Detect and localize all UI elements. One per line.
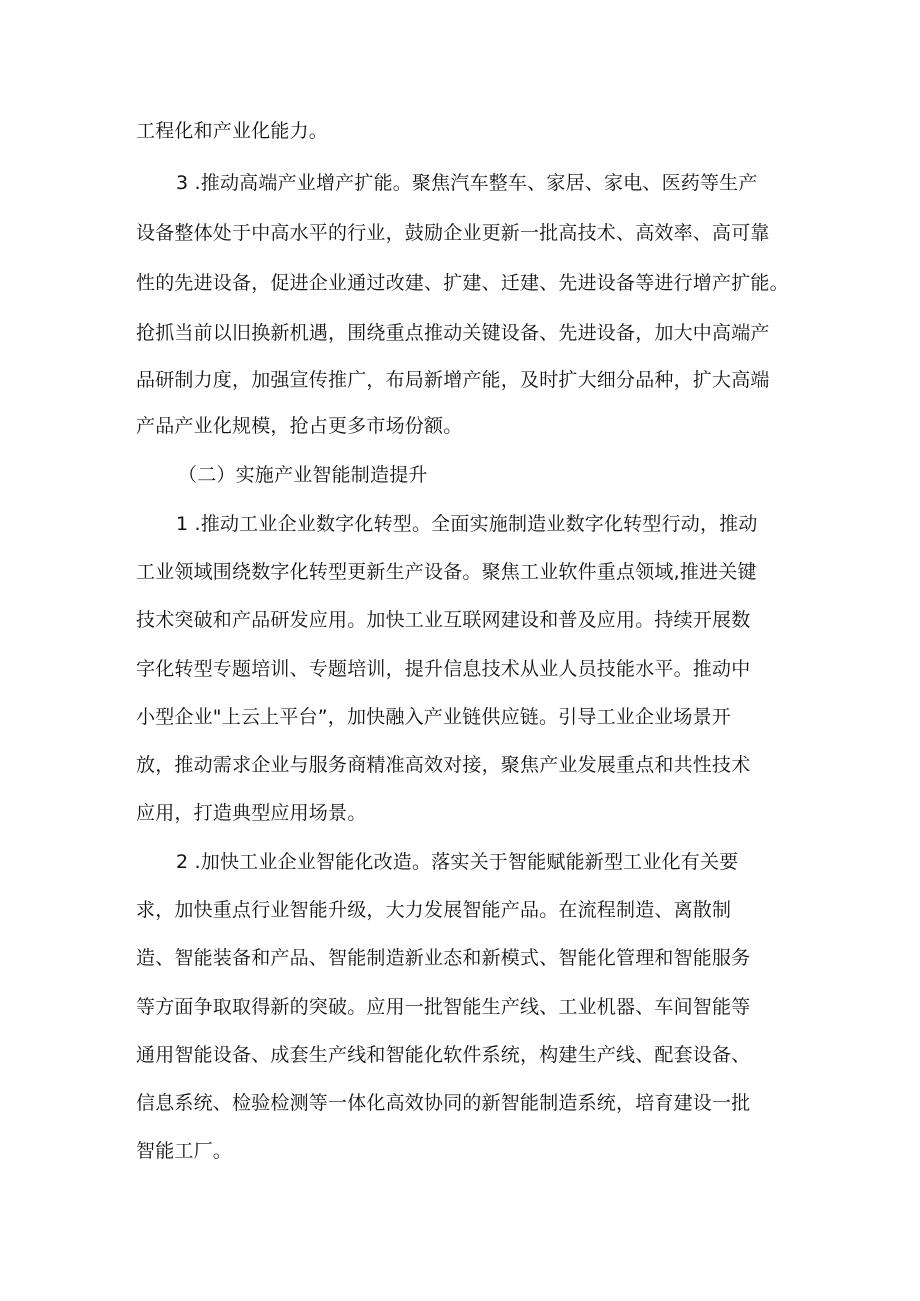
- text-line: 技术突破和产品研发应用。加快工业互联网建设和普及应用。持续开展数: [136, 609, 751, 631]
- text-line: 通用智能设备、成套生产线和智能化软件系统，构建生产线、配套设备、: [136, 1044, 751, 1066]
- text-line: 造、智能装备和产品、智能制造新业态和新模式、智能化管理和智能服务: [136, 947, 751, 969]
- text-line: 设备整体处于中高水平的行业，鼓励企业更新一批高技术、高效率、高可靠: [136, 222, 770, 244]
- text-line: 求，加快重点行业智能升级，大力发展智能产品。在流程制造、离散制: [136, 899, 732, 921]
- text-line: 工业领域围绕数字化转型更新生产设备。聚焦工业软件重点领域,推进关键: [136, 561, 757, 583]
- text-line: 小型企业"上云上平台”，加快融入产业链供应链。引导工业企业场景开: [136, 706, 731, 728]
- text-line: 信息系统、检验检测等一体化高效协同的新智能制造系统，培育建设一批: [136, 1092, 751, 1114]
- section-heading: （二）实施产业智能制造提升: [178, 464, 428, 486]
- text-line: 抢抓当前以旧换新机遇，围绕重点推动关键设备、先进设备，加大中高端产: [136, 322, 770, 344]
- text-line: 产品产业化规模，抢占更多市场份额。: [136, 415, 463, 437]
- text-line: 智能工厂。: [136, 1140, 233, 1162]
- text-line: 工程化和产业化能力。: [136, 120, 329, 142]
- text-line: 字化转型专题培训、专题培训，提升信息技术从业人员技能水平。推动中: [136, 658, 751, 680]
- text-line: 应用，打造典型应用场景。: [136, 802, 367, 824]
- text-line: 等方面争取取得新的突破。应用一批智能生产线、工业机器、车间智能等: [136, 996, 751, 1018]
- text-line: 性的先进设备，促进企业通过改建、扩建、迁建、先进设备等进行增产扩能。: [136, 272, 789, 294]
- text-line: 1 .推动工业企业数字化转型。全面实施制造业数字化转型行动，推动: [176, 513, 758, 535]
- text-line: 3 .推动高端产业增产扩能。聚焦汽车整车、家居、家电、医药等生产: [176, 172, 758, 194]
- text-line: 2 .加快工业企业智能化改造。落实关于智能赋能新型工业化有关要: [176, 851, 739, 873]
- text-line: 放，推动需求企业与服务商精准高效对接，聚焦产业发展重点和共性技术: [136, 754, 751, 776]
- text-line: 品研制力度，加强宣传推广，布局新增产能，及时扩大细分品种，扩大高端: [136, 369, 770, 391]
